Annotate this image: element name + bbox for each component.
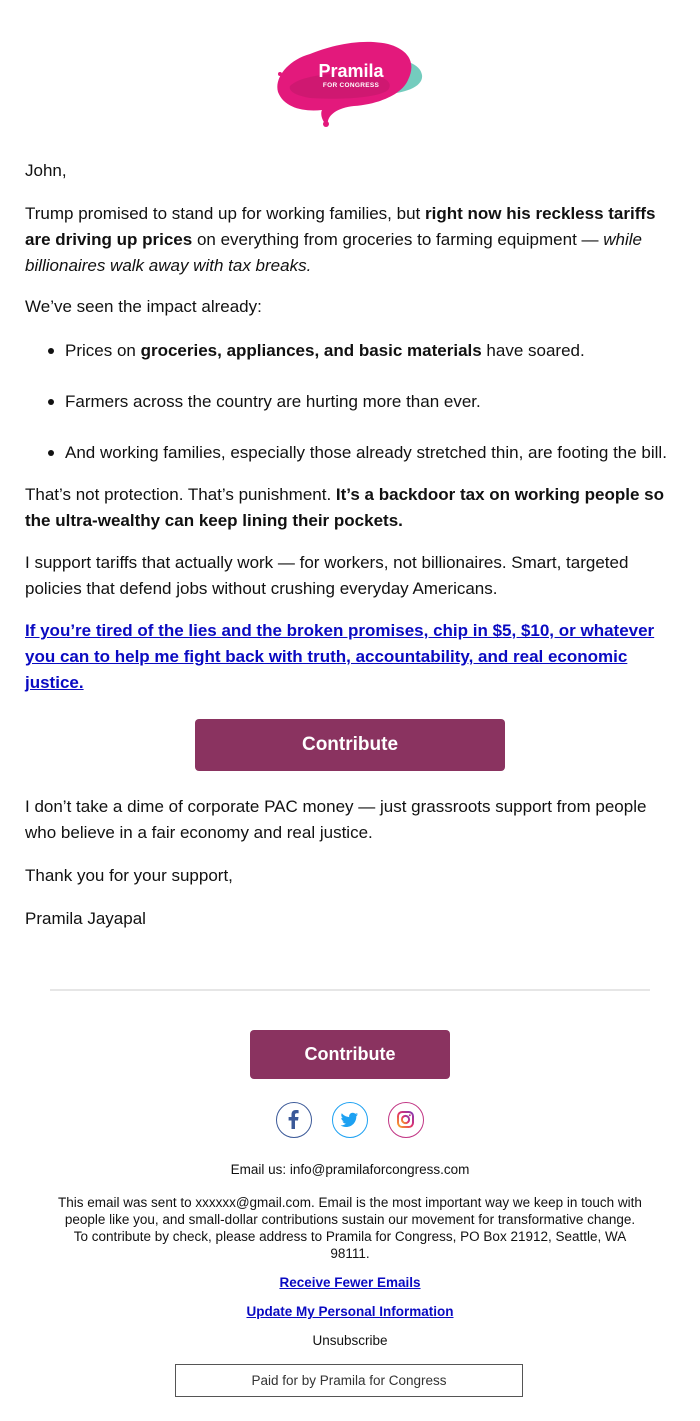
list-item <box>65 338 700 389</box>
p3-text: That’s not protection. That’s punishment. <box>25 485 336 504</box>
footer-divider <box>50 989 650 991</box>
receive-fewer-emails-link[interactable]: Receive Fewer Emails <box>279 1275 421 1290</box>
greeting: John, <box>25 161 67 180</box>
facebook-link[interactable] <box>276 1102 312 1138</box>
bullet-1-bold: groceries, appliances, and basic materials <box>140 341 482 360</box>
update-info <box>50 1304 650 1319</box>
instagram-icon <box>389 1103 422 1136</box>
p1-text-a: Trump promised to stand up for working families, but <box>25 204 425 223</box>
paragraph-thanks: Thank you for your support, <box>25 866 233 885</box>
update-info-link[interactable]: Update My Personal Information <box>246 1304 454 1319</box>
p1-bold: right now his reckless tariffs are driving up prices <box>25 204 656 249</box>
list-item: Farmers across the country are hurting more than ever. <box>65 389 700 440</box>
paragraph-support: I support tariffs that actually work — for workers, not billionaires. Smart, targeted policies that defend jobs without crushing everyday Americans. <box>25 553 629 598</box>
impact-list <box>25 338 700 491</box>
contribute-button[interactable]: Contribute <box>195 719 505 771</box>
bullet-1-a: Prices on <box>65 341 141 360</box>
p1-text-b: on everything from groceries to farming equipment — <box>192 230 604 249</box>
logo-name: Pramila <box>318 61 384 81</box>
donate-link[interactable]: If you’re tired of the lies and the broken promises, chip in $5, $10, or whatever you can to help me fight back with truth, accountability, and real economic justice. <box>25 621 655 692</box>
campaign-logo[interactable] <box>270 30 430 134</box>
facebook-icon <box>277 1103 310 1136</box>
disclaimer-text: This email was sent to xxxxxx@gmail.com. Email is the most important way we keep in touch with people like you, and small-dollar contributions sustain our movement for transformative change. To contribute by check, please address to Pramila for Congress, PO Box 21912, Seattle, WA 98111. <box>58 1195 642 1261</box>
p1-italic: while billionaires walk away with tax breaks. <box>25 230 643 275</box>
unsubscribe-link[interactable]: Unsubscribe <box>312 1333 388 1348</box>
paragraph-donate-link <box>25 618 665 696</box>
instagram-link[interactable] <box>388 1102 424 1138</box>
contact-email: Email us: info@pramilaforcongress.com <box>230 1162 470 1177</box>
logo-subtitle: FOR CONGRESS <box>322 82 380 89</box>
bullet-1-b: have soared. <box>481 341 585 360</box>
receive-fewer-emails <box>50 1275 650 1290</box>
twitter-icon <box>333 1103 366 1136</box>
signature: Pramila Jayapal <box>25 909 146 928</box>
footer-contribute-button[interactable]: Contribute <box>250 1030 450 1079</box>
paragraph-punishment <box>25 482 670 534</box>
paragraph-impact: We’ve seen the impact already: <box>25 297 262 316</box>
list-item: And working families, especially those already stretched thin, are footing the bill. <box>65 440 700 491</box>
paragraph-tariffs <box>25 201 670 279</box>
twitter-link[interactable] <box>332 1102 368 1138</box>
p3-bold: It’s a backdoor tax on working people so the ultra-wealthy can keep lining their pockets. <box>25 485 665 530</box>
paragraph-pac: I don’t take a dime of corporate PAC money — just grassroots support from people who believe in a fair economy and real justice. <box>25 797 647 842</box>
paid-for-disclaimer: Paid for by Pramila for Congress <box>175 1364 523 1397</box>
